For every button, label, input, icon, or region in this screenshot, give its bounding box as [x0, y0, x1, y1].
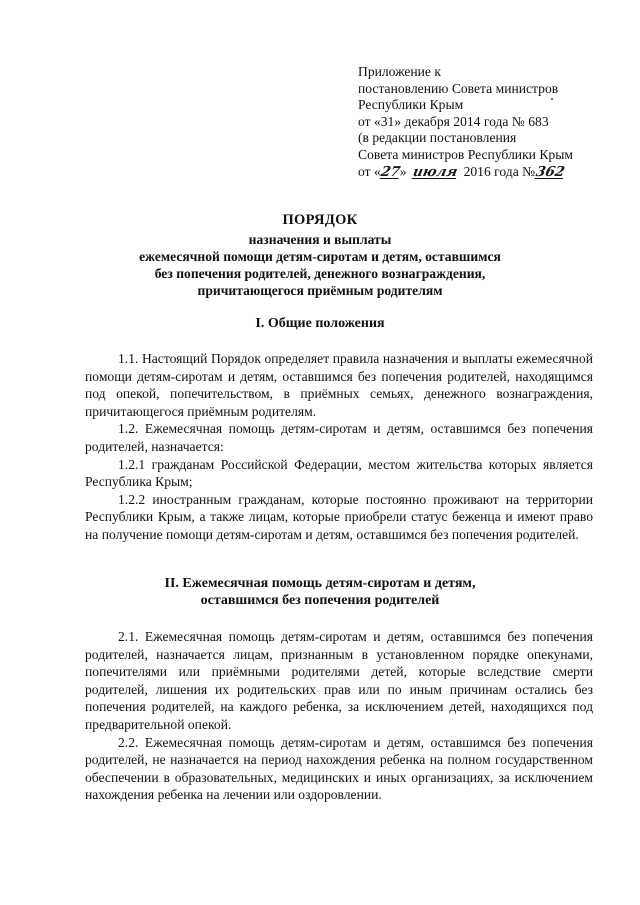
section-1-heading: I. Общие положения — [255, 316, 385, 331]
paragraph-2-2: 2.2. Ежемесячная помощь детям-сиротам и детям, оставшимся без попечения родителей, не назначается на период нахождения ребенка на полном государственном обеспечении в образовательных, медицинских и иных организациях, за исключением нахождения ребенка на лечении или оздоровлении. — [85, 734, 593, 803]
stray-dot-mark — [551, 98, 553, 100]
section-2-body — [85, 628, 593, 804]
paragraph-1-2-1: 1.2.1 гражданам Российской Федерации, местом жительства которых является Республика Крым; — [85, 456, 593, 490]
appendix-line-5: (в редакции постановления — [358, 130, 517, 146]
handwritten-day: 27 — [379, 163, 402, 180]
appendix-line-4: от «31» декабря 2014 года № 683 — [358, 113, 549, 129]
appendix-line-7 — [358, 164, 608, 181]
appendix-line-1: Приложение к — [358, 64, 441, 79]
title-line-5: причитающегося приёмным родителям — [197, 283, 443, 298]
paragraph-2-1: 2.1. Ежемесячная помощь детям-сиротам и детям, оставшимся без попечения родителей, назначается лицам, признанным в установленном порядке опекунами, попечителями или приёмными родителями детей, которые вследствие смерти родителей, лишения их родительских прав или по иным причинам остались без попечения родителей, на каждого ребенка, за исключением детей, находящихся под предварительной опекой. — [85, 629, 593, 732]
section-1-body — [85, 350, 593, 544]
appendix-block — [358, 64, 608, 180]
appendix-line-6: Совета министров Республики Крым — [358, 146, 573, 162]
paragraph-1-1: 1.1. Настоящий Порядок определяет правила назначения и выплаты ежемесячной помощи детям-сиротам и детям, оставшимся без попечения родителей, находящимся под опекой, попечительством, в приёмных семьях, денежного вознаграждения, причитающегося приёмным родителям. — [85, 351, 593, 419]
date-year: 2016 года № — [463, 163, 536, 179]
section-2-heading-line-1: II. Ежемесячная помощь детям-сиротам и детям, — [164, 576, 476, 591]
section-2-heading-line-2: оставшимся без попечения родителей — [200, 593, 440, 608]
handwritten-number: 362 — [534, 163, 567, 180]
title-line-3: ежемесячной помощи детям-сиротам и детям, оставшимся — [139, 249, 501, 264]
paragraph-1-2-2: 1.2.2 иностранным гражданам, которые постоянно проживают на территории Республики Крым, а также лицам, которые приобрели статус беженца и имеют право на получение помощи детям-сиротам и детям, оставшимся без попечения родителей. — [85, 491, 593, 542]
title-line-2: назначения и выплаты — [248, 232, 392, 247]
document-title-block — [0, 212, 640, 299]
paragraph-1-2: 1.2. Ежемесячная помощь детям-сиротам и детям, оставшимся без попечения родителей, назначается: — [85, 421, 593, 454]
section-2-heading — [0, 575, 640, 609]
handwritten-month: июля — [411, 163, 459, 180]
date-quote-close: » — [399, 163, 407, 179]
title-line-4: без попечения родителей, денежного вознаграждения, — [154, 266, 486, 281]
appendix-line-2: постановлению Совета министров — [358, 80, 559, 96]
document-title: ПОРЯДОК — [282, 212, 358, 228]
appendix-line-3: Республики Крым — [358, 97, 464, 113]
date-prefix: от « — [358, 163, 381, 179]
